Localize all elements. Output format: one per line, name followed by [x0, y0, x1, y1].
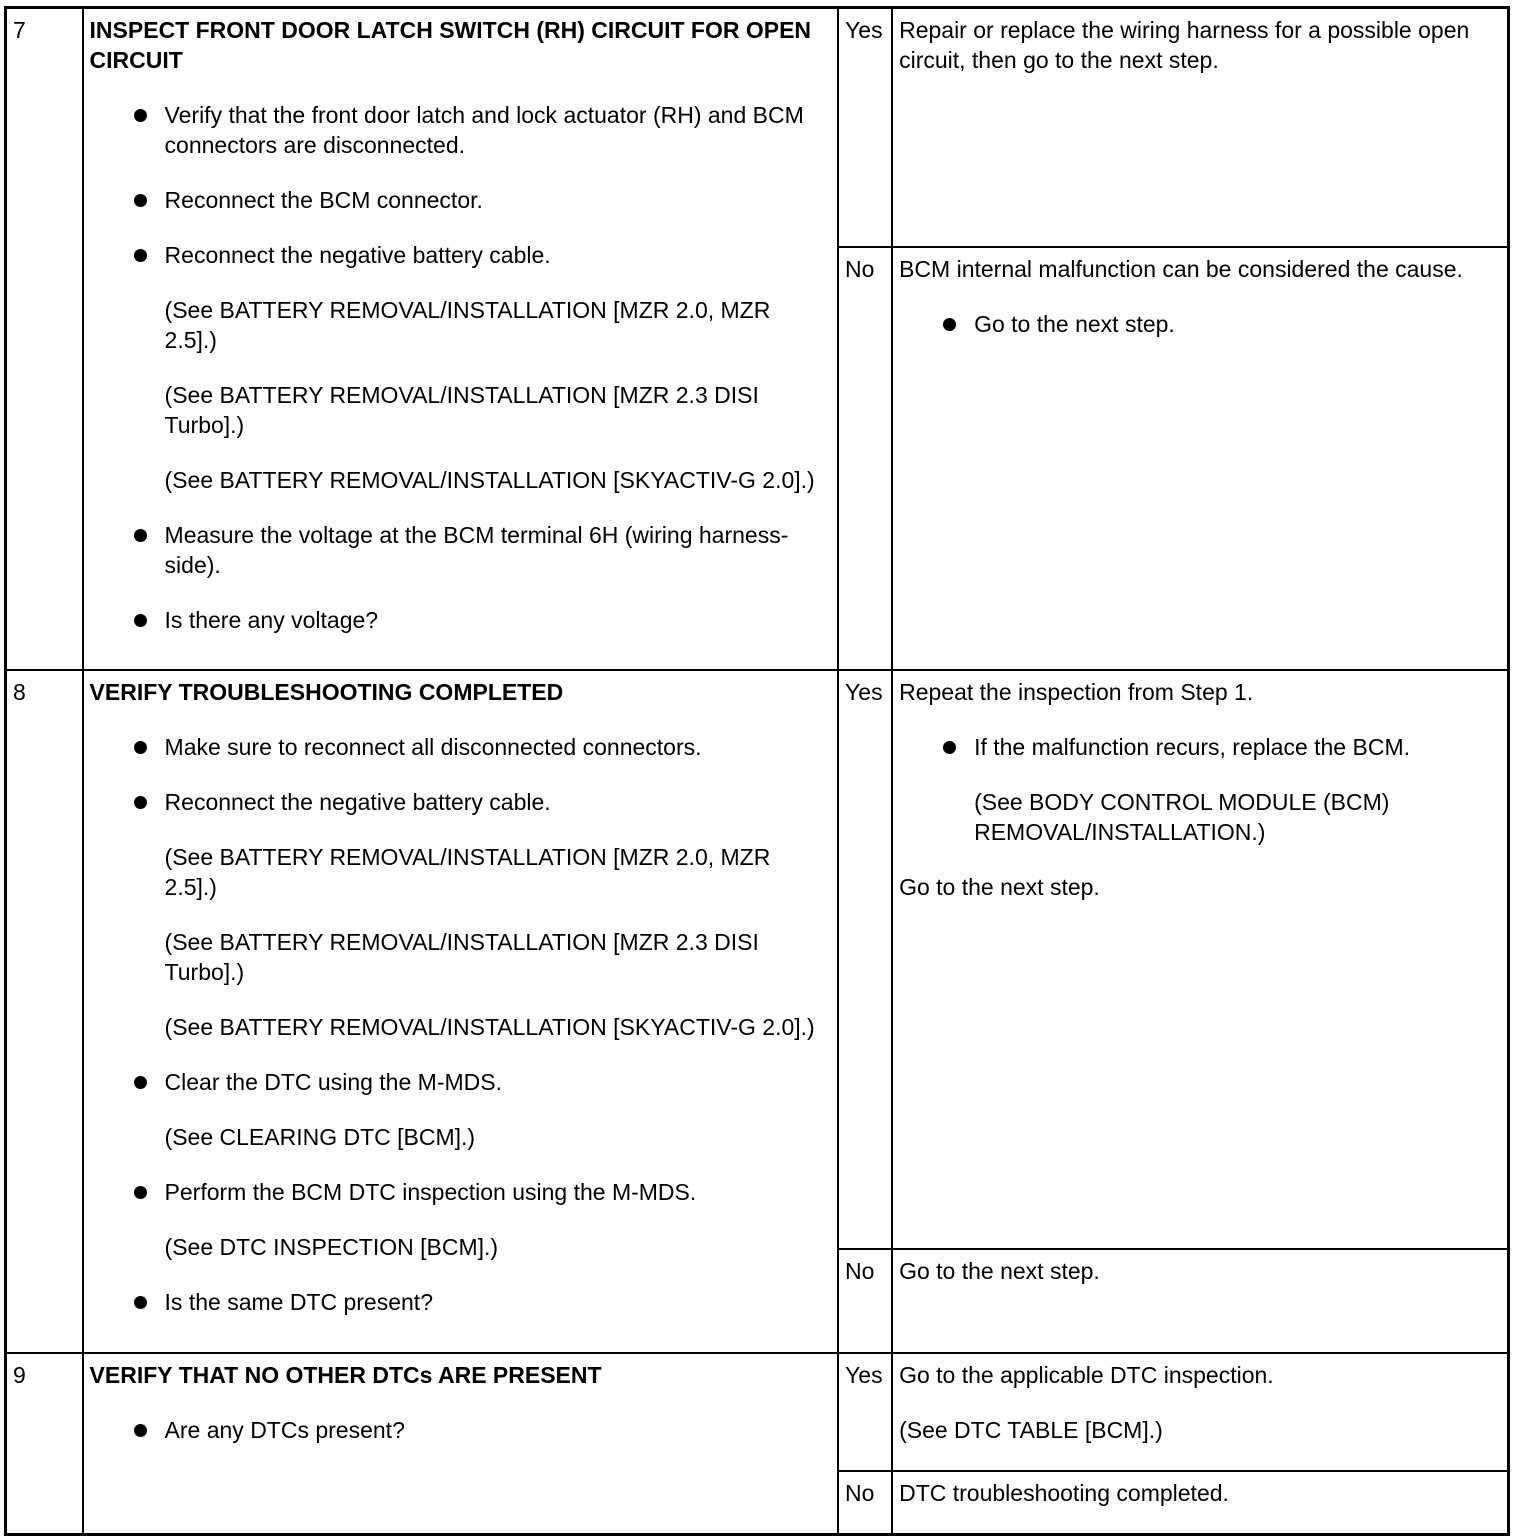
action-text: Go to the applicable DTC inspection. — [899, 1361, 1274, 1388]
bullet-item — [90, 520, 828, 580]
step-number: 9 — [6, 1353, 83, 1535]
bullet-dot-icon — [134, 109, 147, 122]
bullet-text: Perform the BCM DTC inspection using the M-MDS. — [164, 1178, 697, 1205]
action-no — [892, 1471, 1508, 1535]
bullet-dot-icon — [134, 741, 147, 754]
bullet-text: Make sure to reconnect all disconnected connectors. — [164, 733, 702, 760]
action-text: Repeat the inspection from Step 1. — [899, 678, 1254, 705]
action-yes — [892, 8, 1508, 247]
answer-yes: Yes — [838, 670, 892, 1249]
action-items — [899, 1360, 1497, 1445]
action-items — [899, 1256, 1497, 1286]
bullet-item — [90, 1415, 828, 1445]
bullet-text: Reconnect the BCM connector. — [164, 187, 483, 213]
bullet-text: Verify that the front door latch and lock actuator (RH) and BCM connectors are disconnected. — [164, 102, 804, 158]
bullet-item — [899, 732, 1497, 762]
step-items — [90, 732, 828, 1317]
action-yes — [892, 670, 1508, 1249]
answer-no: No — [838, 1471, 892, 1535]
bullet-item — [90, 240, 828, 270]
action-text: Repair or replace the wiring harness for a possible open circuit, then go to the next step. — [899, 17, 1470, 73]
bullet-dot-icon — [134, 529, 147, 542]
answer-no: No — [838, 247, 892, 670]
action-items — [899, 254, 1497, 339]
step-number: 7 — [6, 8, 83, 670]
bullet-text: Clear the DTC using the M-MDS. — [164, 1068, 502, 1095]
bullet-item — [899, 309, 1497, 339]
action-no — [892, 247, 1508, 670]
answer-yes: Yes — [838, 8, 892, 247]
bullet-item — [90, 1067, 828, 1097]
action-yes — [892, 1353, 1508, 1471]
step-title: VERIFY THAT NO OTHER DTCs ARE PRESENT — [89, 1361, 602, 1388]
bullet-text: If the malfunction recurs, replace the BCM. — [974, 733, 1410, 760]
bullet-dot-icon — [943, 318, 956, 331]
reference-note: (See BATTERY REMOVAL/INSTALLATION [MZR 2.0, MZR 2.5].) — [164, 843, 771, 900]
step-row-9 — [6, 1353, 1509, 1471]
reference-note: (See BODY CONTROL MODULE (BCM) REMOVAL/INSTALLATION.) — [974, 788, 1390, 845]
reference-note: (See CLEARING DTC [BCM].) — [164, 1123, 476, 1150]
action-items — [899, 15, 1497, 75]
bullet-dot-icon — [134, 1186, 147, 1199]
bullet-dot-icon — [943, 741, 956, 754]
bullet-dot-icon — [134, 194, 147, 207]
action-items — [899, 677, 1497, 902]
step-row-7 — [6, 8, 1509, 247]
step-content — [83, 8, 839, 670]
bullet-dot-icon — [134, 1296, 147, 1309]
bullet-dot-icon — [134, 249, 147, 262]
step-title: INSPECT FRONT DOOR LATCH SWITCH (RH) CIRCUIT FOR OPEN CIRCUIT — [89, 17, 812, 73]
answer-yes: Yes — [838, 1353, 892, 1471]
bullet-dot-icon — [134, 1076, 147, 1089]
step-row-8 — [6, 670, 1509, 1249]
bullet-item — [90, 100, 828, 160]
reference-note: (See BATTERY REMOVAL/INSTALLATION [SKYACTIV-G 2.0].) — [164, 1013, 815, 1040]
reference-note: (See BATTERY REMOVAL/INSTALLATION [MZR 2.3 DISI Turbo].) — [164, 382, 759, 438]
bullet-dot-icon — [134, 1424, 147, 1437]
reference-note: (See BATTERY REMOVAL/INSTALLATION [SKYACTIV-G 2.0].) — [164, 467, 815, 493]
bullet-item — [90, 787, 828, 817]
bullet-item — [90, 1177, 828, 1207]
action-text: BCM internal malfunction can be considered the cause. — [899, 255, 1463, 282]
bullet-text: Reconnect the negative battery cable. — [164, 242, 551, 268]
action-text: Go to the next step. — [899, 873, 1100, 900]
action-no — [892, 1249, 1508, 1353]
troubleshooting-table — [4, 6, 1510, 1536]
bullet-text: Is the same DTC present? — [164, 1288, 433, 1315]
answer-no: No — [838, 1249, 892, 1353]
bullet-text: Are any DTCs present? — [164, 1416, 405, 1443]
action-text: Go to the next step. — [899, 1257, 1100, 1284]
bullet-item — [90, 605, 828, 635]
step-title: VERIFY TROUBLESHOOTING COMPLETED — [89, 678, 564, 705]
step-content — [83, 670, 839, 1353]
action-text: DTC troubleshooting completed. — [899, 1479, 1229, 1506]
bullet-item — [90, 1287, 828, 1317]
bullet-item — [90, 732, 828, 762]
bullet-item — [90, 185, 828, 215]
bullet-text: Is there any voltage? — [164, 607, 379, 633]
step-content — [83, 1353, 839, 1535]
bullet-dot-icon — [134, 796, 147, 809]
bullet-text: Measure the voltage at the BCM terminal 6H (wiring harness-side). — [164, 522, 789, 578]
step-number: 8 — [6, 670, 83, 1353]
bullet-text: Go to the next step. — [974, 310, 1175, 337]
step-items — [90, 100, 828, 635]
action-items — [899, 1478, 1497, 1508]
reference-note: (See DTC INSPECTION [BCM].) — [164, 1233, 499, 1260]
bullet-text: Reconnect the negative battery cable. — [164, 788, 551, 815]
action-text: (See DTC TABLE [BCM].) — [899, 1416, 1163, 1443]
reference-note: (See BATTERY REMOVAL/INSTALLATION [MZR 2.3 DISI Turbo].) — [164, 928, 759, 985]
bullet-dot-icon — [134, 614, 147, 627]
step-items — [90, 1415, 828, 1445]
reference-note: (See BATTERY REMOVAL/INSTALLATION [MZR 2.0, MZR 2.5].) — [164, 297, 771, 353]
